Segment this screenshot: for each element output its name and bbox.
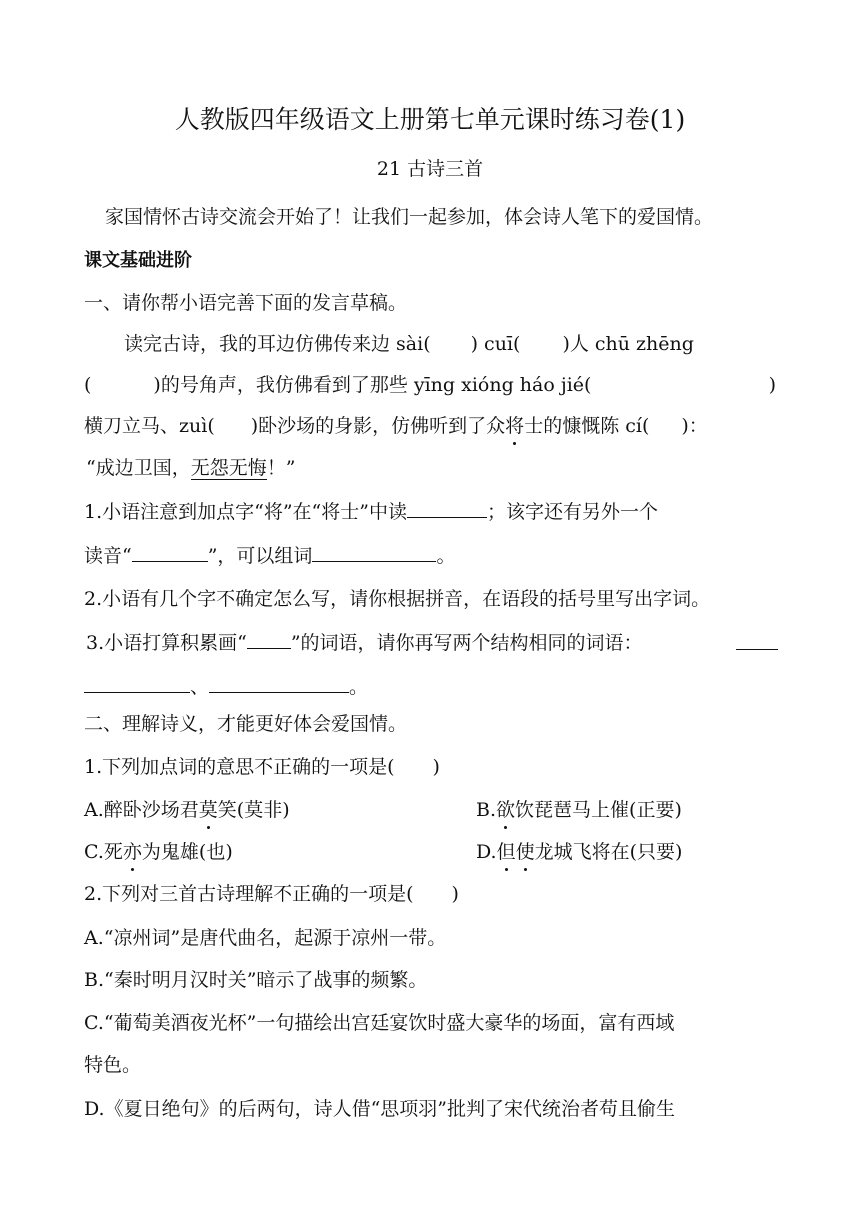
- q2-sub1: 1.下列加点词的意思不正确的一项是( ): [84, 756, 440, 778]
- q1-heading: 一、请你帮小语完善下面的发言草稿。: [84, 292, 408, 314]
- q1-sub3-line1: 3.小语打算积累画“ ”的词语，请你再写两个结构相同的词语：: [86, 630, 778, 656]
- q2-sub2-option-d[interactable]: D.《夏日绝句》的后两句，诗人借“思项羽”批判了宋代统治者苟且偷生: [84, 1098, 676, 1120]
- option-d[interactable]: D.但使龙城飞将在(只要): [476, 841, 683, 863]
- para-line-3: 横刀立马、zuì( )卧沙场的身影，仿佛听到了众将士的慷慨陈 cí( )：: [84, 415, 708, 437]
- answer-blank-word1[interactable]: [84, 674, 190, 693]
- intro-text: 家国情怀古诗交流会开始了！让我们一起参加，体会诗人笔下的爱国情。: [105, 206, 714, 228]
- answer-blank-word[interactable]: [312, 543, 436, 562]
- q1-sub1-line1: 1.小语注意到加点字“将”在“将士”中读 ；该字还有另外一个: [84, 501, 658, 523]
- q2-heading: 二、理解诗义，才能更好体会爱国情。: [84, 713, 408, 735]
- answer-blank-other-reading[interactable]: [132, 543, 208, 562]
- lesson-subtitle: 21 古诗三首: [376, 158, 484, 180]
- dotted-char-jiang: 将: [505, 415, 525, 437]
- option-a[interactable]: A.醉卧沙场君莫笑(莫非): [84, 799, 290, 821]
- q2-sub2-option-c-cont: 特色。: [84, 1054, 142, 1076]
- q2-sub2-option-c[interactable]: C.“葡萄美酒夜光杯”一句描绘出宫廷宴饮时盛大豪华的场面，富有西域: [84, 1012, 675, 1034]
- q2-sub2: 2.下列对三首古诗理解不正确的一项是( ): [84, 883, 459, 905]
- answer-blank-word1-start[interactable]: [736, 631, 778, 650]
- option-b[interactable]: B.欲饮琵琶马上催(正要): [476, 799, 682, 821]
- para-line-4: “成边卫国，无怨无悔！”: [86, 457, 296, 479]
- answer-blank-pronunciation[interactable]: [407, 499, 487, 518]
- option-c[interactable]: C.死亦为鬼雄(也): [84, 841, 233, 863]
- q2-sub2-option-a[interactable]: A.“凉州词”是唐代曲名，起源于凉州一带。: [84, 927, 447, 949]
- section-heading: 课文基础进阶: [84, 250, 192, 271]
- answer-blank-word2[interactable]: [209, 674, 349, 693]
- q1-sub2: 2.小语有几个字不确定怎么写，请你根据拼音，在语段的括号里写出字词。: [84, 588, 711, 610]
- para-line-1: 读完古诗，我的耳边仿佛传来边 sài( ) cuī( )人 chū zhēng: [124, 333, 694, 355]
- answer-blank-marked[interactable]: [247, 630, 291, 649]
- q2-sub2-option-b[interactable]: B.“秦时明月汉时关”暗示了战事的频繁。: [84, 969, 428, 991]
- page-title: 人教版四年级语文上册第七单元课时练习卷(1): [174, 105, 686, 134]
- q1-sub3-line2: 、 。: [84, 674, 368, 700]
- underlined-phrase: 无怨无悔: [190, 457, 267, 479]
- para-line-2: ( )的号角声，我仿佛看到了那些 yīng xióng háo jié( ): [84, 374, 776, 396]
- q1-sub1-line2: 读音“ ”，可以组词 。: [84, 545, 456, 567]
